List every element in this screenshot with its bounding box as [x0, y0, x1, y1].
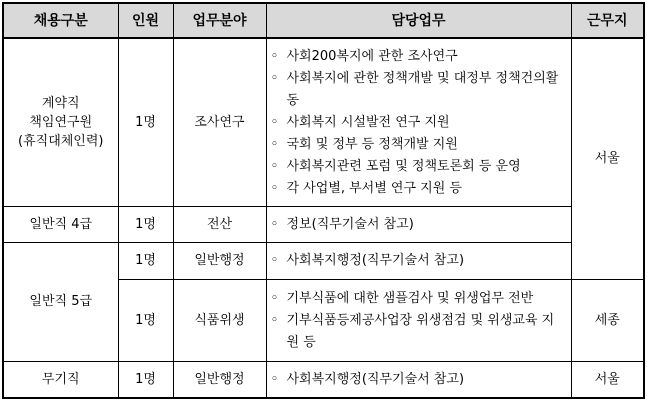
bullet-icon: ◦ — [270, 216, 279, 232]
field-cell: 조사연구 — [173, 38, 266, 207]
bullet-icon: ◦ — [270, 114, 279, 130]
table-row — [3, 362, 644, 398]
recruitment-table — [2, 2, 645, 399]
bullet-icon: ◦ — [270, 158, 279, 174]
bullet-icon: ◦ — [270, 48, 279, 64]
field-cell: 일반행정 — [173, 362, 266, 398]
duties-cell — [266, 38, 571, 207]
field-cell: 일반행정 — [173, 242, 266, 279]
count-cell: 1명 — [118, 279, 173, 361]
duty-list — [271, 214, 565, 236]
count-cell: 1명 — [118, 362, 173, 398]
type-cell: 일반직 5급 — [3, 242, 118, 362]
duty-item: ◦ 정보(직무기술서 참고) — [271, 214, 565, 236]
header-field: 업무분야 — [173, 3, 266, 38]
duty-list — [271, 369, 565, 391]
duty-item: ◦ 기부식품에 대한 샘플검사 및 위생업무 전반 — [271, 288, 565, 310]
duty-item: ◦ 국회 및 정부 등 정책개발 지원 — [271, 134, 565, 156]
duty-item: ◦ 사회복지 시설발전 연구 지원 — [271, 112, 565, 134]
type-line: (휴직대체인력) — [18, 134, 104, 150]
bullet-icon: ◦ — [270, 312, 279, 328]
table-row — [3, 38, 644, 207]
header-count: 인원 — [118, 3, 173, 38]
duty-item: ◦ 각 사업별, 부서별 연구 지원 등 — [271, 178, 565, 200]
count-cell: 1명 — [118, 242, 173, 279]
type-line: 책임연구원 — [29, 115, 93, 131]
bullet-icon: ◦ — [270, 180, 279, 196]
bullet-icon: ◦ — [270, 371, 279, 387]
table-row — [3, 207, 644, 242]
bullet-icon: ◦ — [270, 290, 279, 306]
duties-cell — [266, 279, 571, 361]
type-line: 계약직 — [41, 96, 80, 112]
bullet-icon: ◦ — [270, 136, 279, 152]
duty-item: ◦ 사회200복지에 관한 조사연구 — [271, 46, 565, 68]
duty-list — [271, 46, 565, 200]
location-cell: 서울 — [571, 38, 644, 279]
duties-cell — [266, 207, 571, 242]
duty-list — [271, 250, 565, 272]
header-location: 근무지 — [571, 3, 644, 38]
duties-cell — [266, 242, 571, 279]
table-row — [3, 242, 644, 279]
type-cell: 무기직 — [3, 362, 118, 398]
header-type: 채용구분 — [3, 3, 118, 38]
count-cell: 1명 — [118, 207, 173, 242]
duties-cell — [266, 362, 571, 398]
count-cell: 1명 — [118, 38, 173, 207]
field-cell: 전산 — [173, 207, 266, 242]
duty-item: ◦ 사회복지에 관한 정책개발 및 대정부 정책건의활동 — [271, 68, 565, 112]
recruitment-table-wrapper — [2, 2, 643, 399]
duty-item: ◦ 사회복지행정(직무기술서 참고) — [271, 369, 565, 391]
type-cell: 일반직 4급 — [3, 207, 118, 242]
duty-list — [271, 288, 565, 354]
duty-item: ◦ 사회복지행정(직무기술서 참고) — [271, 250, 565, 272]
header-duties: 담당업무 — [266, 3, 571, 38]
location-cell: 세종 — [571, 279, 644, 361]
bullet-icon: ◦ — [270, 252, 279, 268]
bullet-icon: ◦ — [270, 70, 279, 86]
field-cell: 식품위생 — [173, 279, 266, 361]
header-row — [3, 3, 644, 38]
duty-item: ◦ 기부식품등제공사업장 위생점검 및 위생교육 지원 등 — [271, 310, 565, 354]
location-cell: 서울 — [571, 362, 644, 398]
type-cell — [3, 38, 118, 207]
duty-item: ◦ 사회복지관련 포럼 및 정책토론회 등 운영 — [271, 156, 565, 178]
